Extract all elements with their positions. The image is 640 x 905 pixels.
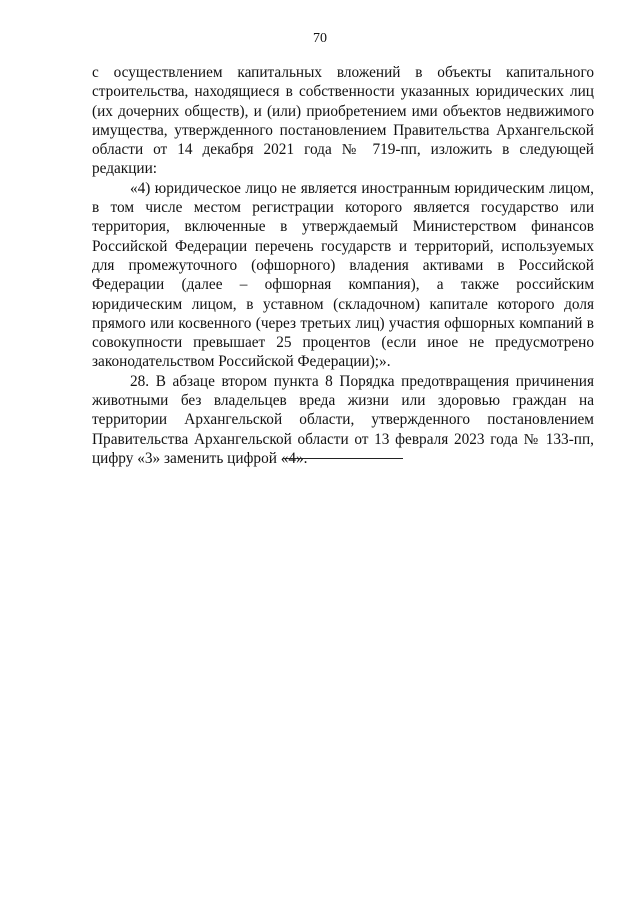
paragraph-quoted-item-4: «4) юридическое лицо не является иностранным юридическим лицом, в том числе местом регистрации которого является государство или территория, включенные в утверждаемый Министерством финансов Российской Федерации перечень государств и территорий, используемых для промежуточного (офшорного) владения активами в Российской Федерации (далее – офшорная компания), а также российским юридическим лицом, в уставном (складочном) капитале которого доля прямого или косвенного (через третьих лиц) участия офшорных компаний в совокупности превышает 25 процентов (если иное не предусмотрено законодательством Российской Федерации);».	[92, 179, 594, 371]
document-body	[92, 63, 594, 468]
page-number: 70	[313, 31, 327, 46]
paragraph-continuation: с осуществлением капитальных вложений в объекты капитального строительства, находящиеся в собственности указанных юридических лиц (их дочерних обществ), и (или) приобретением ими объектов недвижимого имущества, утвержденного постановлением Правительства Архангельской области от 14 декабря 2021 года № 719-пп, изложить в следующей редакции:	[92, 64, 594, 178]
paragraph-item-28: 28. В абзаце втором пункта 8 Порядка предотвращения причинения животными без владельцев вреда жизни или здоровью граждан на территории Архангельской области, утвержденного постановлением Правительства Архангельской области от 13 февраля 2023 года № 133-пп, цифру «3» заменить цифрой «4».	[92, 372, 594, 467]
end-divider-line	[283, 458, 403, 459]
